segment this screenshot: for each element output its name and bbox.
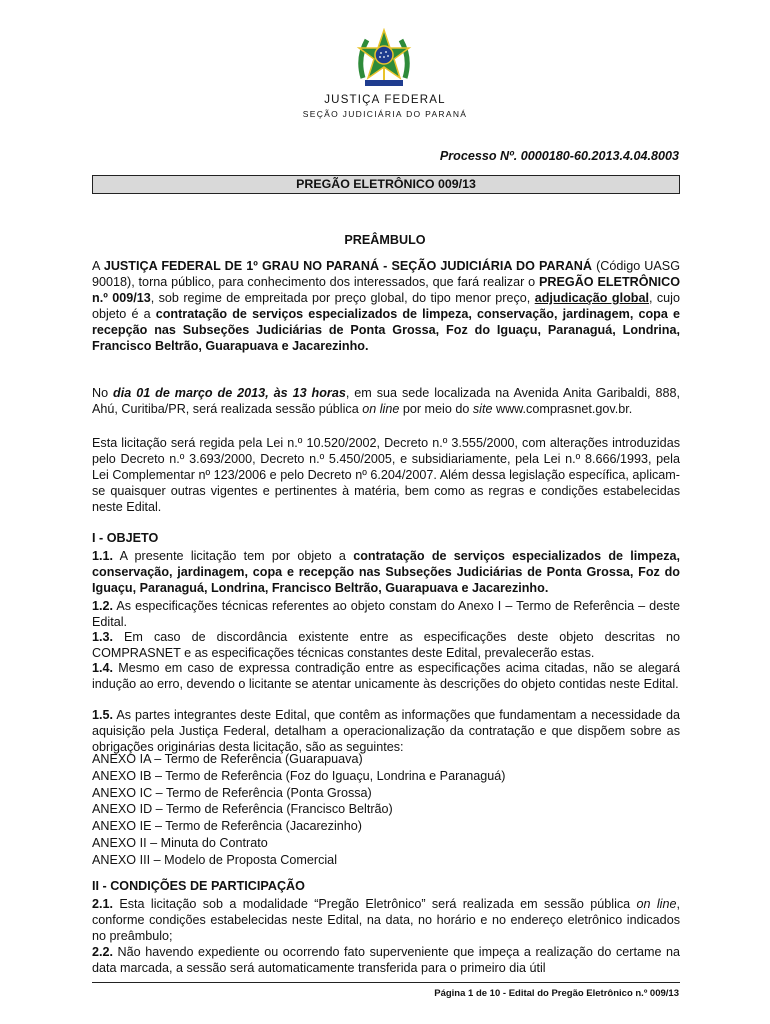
item-2-2: 2.2. Não havendo expediente ou ocorrendo fato superveniente que impeça a realização do certame na data marcada, a sessão será automaticamente transferida para o primeiro dia útil bbox=[92, 945, 680, 975]
item-2-1: 2.1. Esta licitação sob a modalidade “Pregão Eletrônico” será realizada em sessão pública on line, conforme condições estabelecidas neste Edital, na data, no horário e no endereço eletrônico indicados no preâmbulo; bbox=[92, 897, 680, 943]
annex-item: ANEXO IA – Termo de Referência (Guarapuava) bbox=[92, 752, 363, 766]
page-footer: Página 1 de 10 - Edital do Pregão Eletrônico n.º 009/13 bbox=[434, 988, 679, 999]
annex-list bbox=[92, 751, 680, 869]
footer-divider bbox=[92, 982, 680, 983]
preambulo-title: PREÂMBULO bbox=[344, 233, 426, 247]
preambulo-paragraph-1: A JUSTIÇA FEDERAL DE 1º GRAU NO PARANÁ - SEÇÃO JUDICIÁRIA DO PARANÁ (Código UASG 90018), torna público, para conhecimento dos interessados, que fará realizar o PREGÃO ELETRÔNICO n.º 009/13, sob regime de empreitada por preço global, do tipo menor preço, adjudicação global, cujo objeto é a contratação de serviços especializados de limpeza, conservação, jardinagem, copa e recepção nas Subseções Judiciárias de Ponta Grossa, Foz do Iguaçu, Paranaguá, Londrina, Francisco Beltrão, Guarapuava e Jacarezinho. bbox=[92, 259, 681, 353]
brasao-emblem bbox=[355, 28, 413, 90]
item-1-1: 1.1. A presente licitação tem por objeto a contratação de serviços especializados de limpeza, conservação, jardinagem, copa e recepção nas Subseções Judiciárias de Ponta Grossa, Foz do Iguaçu, Paranaguá, Londrina, Francisco Beltrão, Guarapuava e Jacarezinho. bbox=[92, 549, 681, 595]
annex-item: ANEXO IB – Termo de Referência (Foz do Iguaçu, Londrina e Paranaguá) bbox=[92, 768, 506, 783]
section-objeto-title: I - OBJETO bbox=[92, 531, 159, 545]
annex-item: ANEXO ID – Termo de Referência (Francisco Beltrão) bbox=[92, 802, 393, 817]
annex-item: ANEXO II – Minuta do Contrato bbox=[92, 835, 268, 850]
preambulo-paragraph-3: Esta licitação será regida pela Lei n.º 10.520/2002, Decreto n.º 3.555/2000, com alterações introduzidas pelo Decreto n.º 3.693/2000, Decreto n.º 5.450/2005, e subsidiariamente, pela Lei n.º 8.666/1993, pela Lei Complementar nº 123/2006 e pelo Decreto nº 6.204/2007. Além dessa legislação específica, aplicam-se quaisquer outras vigentes e pertinentes à matéria, bem como as regras e condições estabelecidas neste Edital. bbox=[92, 436, 680, 514]
annex-item: ANEXO IC – Termo de Referência (Ponta Grossa) bbox=[92, 785, 372, 800]
emblem-disc bbox=[375, 46, 393, 64]
item-1-5: 1.5. As partes integrantes deste Edital, que contêm as informações que fundamentam a necessidade da aquisição pela Justiça Federal, detalham a operacionalização da contratação e que dispõem sobre as obrigações originárias desta licitação, são as seguintes: bbox=[92, 708, 680, 754]
item-1-3: 1.3. Em caso de discordância existente entre as especificações deste objeto descritas no COMPRASNET e as especificações técnicas constantes deste Edital, prevalecerão estas. bbox=[92, 630, 680, 660]
emblem-ribbon bbox=[365, 80, 403, 86]
header-org: JUSTIÇA FEDERAL bbox=[324, 94, 446, 106]
item-1-4: 1.4. Mesmo em caso de expressa contradição entre as especificações acima citadas, não se alegará indução ao erro, devendo o licitante se atentar unicamente às descrições do objeto contidas neste Edital. bbox=[92, 661, 680, 691]
pregao-title-bar: PREGÃO ELETRÔNICO 009/13 bbox=[92, 175, 680, 194]
header-section: SEÇÃO JUDICIÁRIA DO PARANÁ bbox=[302, 109, 468, 119]
section-condicoes-title: II - CONDIÇÕES DE PARTICIPAÇÃO bbox=[92, 879, 305, 893]
item-1-2: 1.2. As especificações técnicas referentes ao objeto constam do Anexo I – Termo de Referência – deste Edital. bbox=[92, 599, 680, 629]
annex-item: ANEXO III – Modelo de Proposta Comercial bbox=[92, 852, 337, 867]
processo-number: Processo Nº. 0000180-60.2013.4.04.8003 bbox=[439, 149, 679, 163]
preambulo-paragraph-2: No dia 01 de março de 2013, às 13 horas, em sua sede localizada na Avenida Anita Garibaldi, 888, Ahú, Curitiba/PR, será realizada sessão pública on line por meio do site www.comprasnet.gov.br. bbox=[92, 386, 680, 416]
annex-item: ANEXO IE – Termo de Referência (Jacarezinho) bbox=[92, 819, 362, 834]
